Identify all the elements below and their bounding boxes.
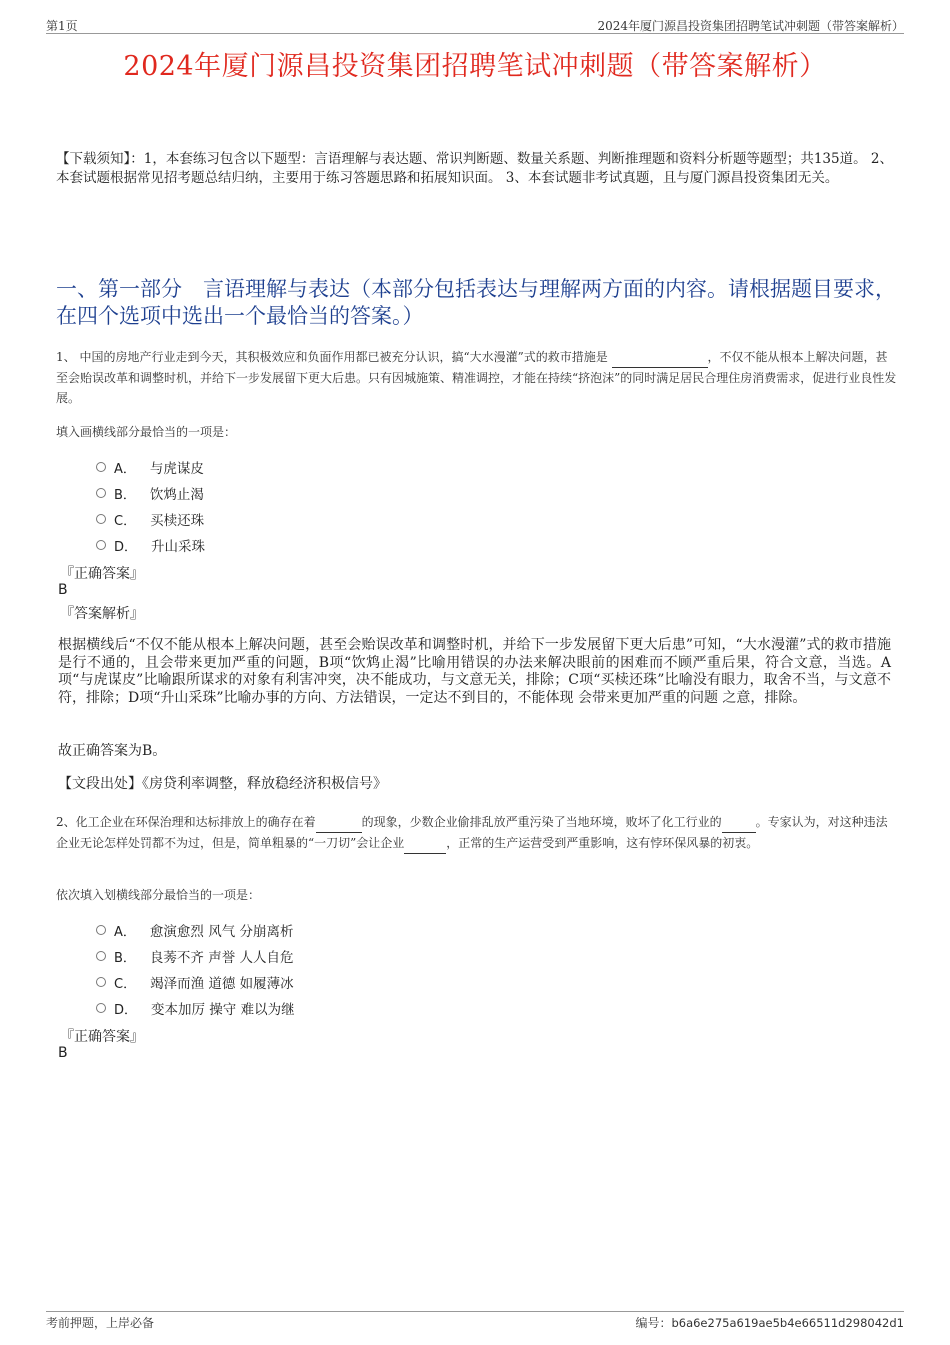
q1-option-c[interactable]: C． 买椟还珠 bbox=[96, 509, 204, 529]
q2-option-d[interactable]: D． 变本加厉 操守 难以为继 bbox=[96, 998, 295, 1018]
radio-icon[interactable] bbox=[96, 514, 106, 524]
document-title: 2024年厦门源昌投资集团招聘笔试冲刺题（带答案解析） bbox=[123, 51, 827, 82]
running-title: 2024年厦门源昌投资集团招聘笔试冲刺题（带答案解析） bbox=[597, 19, 904, 33]
document-code: 编号：b6a6e275a619ae5b4e66511d298042d1 bbox=[635, 1316, 904, 1330]
q2-answer-label: 『正确答案』 bbox=[60, 1029, 144, 1045]
question-1-text: 1、 中国的房地产行业走到今天，其积极效应和负面作用都已被充分认识，搞“大水漫灌”式的救市措施是 ，不仅不能从根本上解决问题，甚至会贻误改革和调整时机，并给下一步发展留下更大后患。只有因城施策、精准调控，才能在持续“挤泡沫”的同时满足居民合理住房消费需求，促进行业良性发展。 bbox=[56, 347, 898, 408]
q1-source: 【文段出处】《房贷利率调整，释放稳经济积极信号》 bbox=[58, 776, 387, 792]
q1-option-b[interactable]: B． 饮鸩止渴 bbox=[96, 483, 204, 503]
question-2-blank-3 bbox=[404, 833, 446, 854]
q2-option-c[interactable]: C． 竭泽而渔 道德 如履薄冰 bbox=[96, 972, 294, 992]
q1-analysis-label: 『答案解析』 bbox=[60, 606, 144, 622]
question-2-text: 2、化工企业在环保治理和达标排放上的确存在着 的现象，少数企业偷排乱放严重污染了当地环境，败坏了化工行业的 。专家认为，对这种违法企业无论怎样处罚都不为过，但是，简单粗暴的“一刀切”会让企业 ，正常的生产运营受到严重影响，这有悖环保风暴的初衷。 bbox=[56, 812, 898, 854]
question-1-blank bbox=[612, 347, 708, 368]
q2-option-a[interactable]: A． 愈演愈烈 风气 分崩离析 bbox=[96, 920, 294, 940]
q1-option-a[interactable]: A． 与虎谋皮 bbox=[96, 457, 204, 477]
download-notice: 【下载须知】：1，本套练习包含以下题型：言语理解与表达题、常识判断题、数量关系题、判断推理题和资料分析题等题型；共135道。 2、本套试题根据常见招考题总结归纳，主要用于练习答题思路和拓展知识面。 3、本套试题非考试真题，且与厦门源昌投资集团无关。 bbox=[56, 151, 893, 186]
radio-icon[interactable] bbox=[96, 462, 106, 472]
q1-conclusion: 故正确答案为B。 bbox=[58, 743, 167, 759]
question-2-blank-2 bbox=[722, 812, 756, 833]
q1-option-d[interactable]: D． 升山采珠 bbox=[96, 535, 205, 555]
footer-slogan: 考前押题，上岸必备 bbox=[46, 1316, 155, 1330]
radio-icon[interactable] bbox=[96, 1003, 106, 1013]
question-2-instruction: 依次填入划横线部分最恰当的一项是： bbox=[56, 888, 261, 902]
footer-divider bbox=[46, 1311, 904, 1312]
question-1-instruction: 填入画横线部分最恰当的一项是： bbox=[56, 425, 237, 439]
radio-icon[interactable] bbox=[96, 925, 106, 935]
radio-icon[interactable] bbox=[96, 977, 106, 987]
header-divider bbox=[46, 33, 904, 34]
q1-answer: B bbox=[58, 582, 68, 598]
q1-analysis: 根据横线后“不仅不能从根本上解决问题，甚至会贻误改革和调整时机，并给下一步发展留下更大后患”可知，“大水漫灌”式的救市措施是行不通的，且会带来更加严重的问题，B项“饮鸩止渴”比喻用错误的办法来解决眼前的困难而不顾严重后果，符合文意，当选。A项“与虎谋皮”比喻跟所谋求的对象有利害冲突，决不能成功，与文意无关，排除；C项“买椟还珠”比喻没有眼力，取舍不当，与文意不符，排除；D项“升山采珠”比喻办事的方向、方法错误，一定达不到目的，不能体现 会带来更加严重的问题 之意，排除。 bbox=[58, 637, 891, 706]
section-heading: 一、第一部分 言语理解与表达（本部分包括表达与理解两方面的内容。请根据题目要求，在四个选项中选出一个最恰当的答案。） bbox=[56, 277, 896, 328]
radio-icon[interactable] bbox=[96, 540, 106, 550]
question-2-blank-1 bbox=[316, 812, 362, 833]
q2-option-b[interactable]: B． 良莠不齐 声誉 人人自危 bbox=[96, 946, 294, 966]
page-number: 第1页 bbox=[46, 19, 78, 33]
radio-icon[interactable] bbox=[96, 488, 106, 498]
q1-answer-label: 『正确答案』 bbox=[60, 566, 144, 582]
radio-icon[interactable] bbox=[96, 951, 106, 961]
q2-answer: B bbox=[58, 1045, 68, 1061]
